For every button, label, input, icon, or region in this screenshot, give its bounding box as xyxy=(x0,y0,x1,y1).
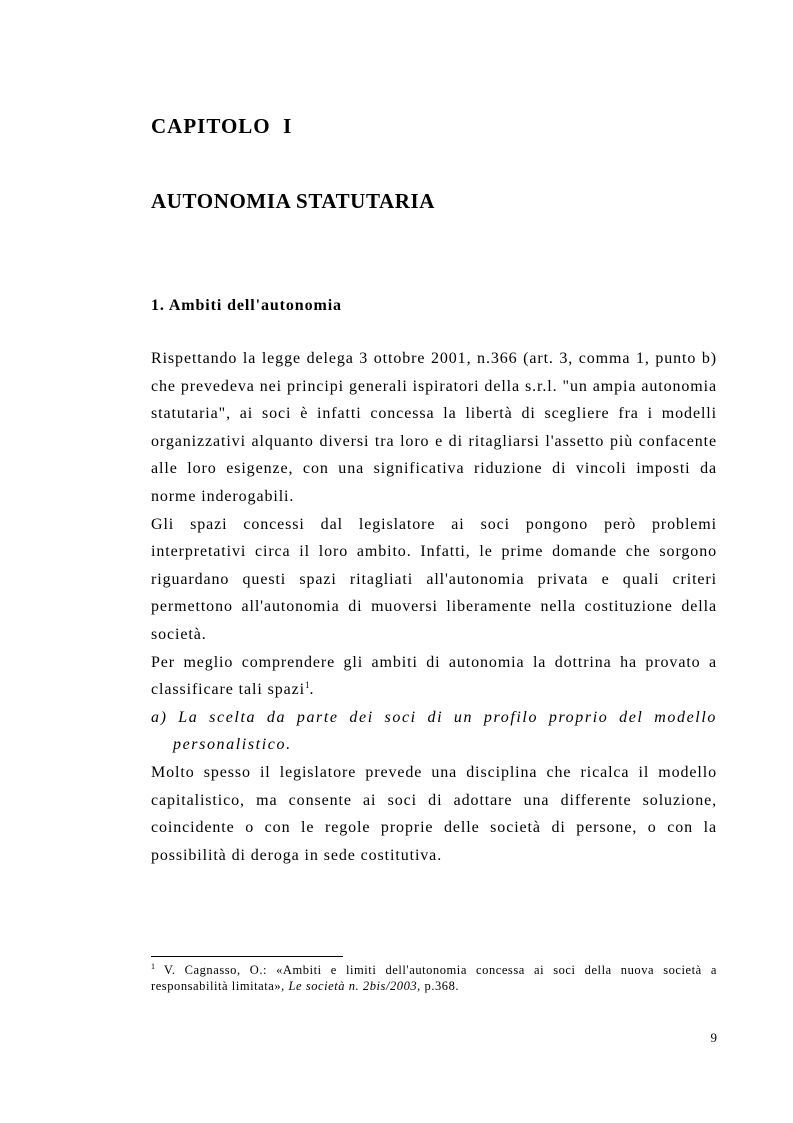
footnote-source: Le società n. 2bis/2003 xyxy=(288,979,418,993)
body-text xyxy=(151,345,717,869)
chapter-subtitle: AUTONOMIA STATUTARIA xyxy=(151,189,436,213)
section-heading: 1. Ambiti dell'autonomia xyxy=(151,297,342,314)
footnote-reference[interactable]: 1 xyxy=(304,680,310,691)
footnote-number: 1 xyxy=(151,962,155,971)
paragraph-4: Molto spesso il legislatore prevede una disciplina che ricalca il modello capitalistico, ma consente ai soci di adottare una differente soluzione, coincidente o con le regole proprie delle società di persone, o con la possibilità di deroga in sede costitutiva. xyxy=(151,763,717,864)
footnote xyxy=(151,962,717,994)
footnote-separator xyxy=(151,956,343,957)
paragraph-3-text: Per meglio comprendere gli ambiti di autonomia la dottrina ha provato a classificare tali spazi xyxy=(151,653,717,699)
paragraph-2: Gli spazi concessi dal legislatore ai soci pongono però problemi interpretativi circa il loro ambito. Infatti, le prime domande che sorgono riguardano questi spazi ritagliati all'autonomia privata e quali criteri permettono all'autonomia di muoversi liberamente nella costituzione della società. xyxy=(151,515,717,643)
paragraph-3-end: . xyxy=(309,681,315,699)
paragraph-3 xyxy=(151,649,717,704)
footnote-text: V. Cagnasso, O.: «Ambiti e limiti dell'autonomia concessa ai soci della nuova società a responsabilità limitata», xyxy=(151,963,717,993)
list-item-a: a) La scelta da parte dei soci di un profilo proprio del modello personalistico. xyxy=(151,708,717,754)
paragraph-1: Rispettando la legge delega 3 ottobre 2001, n.366 (art. 3, comma 1, punto b) che prevedeva nei principi generali ispiratori della s.r.l. "un ampia autonomia statutaria", ai soci è infatti concessa la libertà di scegliere fra i modelli organizzativi alquanto diversi tra loro e di ritagliarsi l'assetto più confacente alle loro esigenze, con una significativa riduzione di vincoli imposti da norme inderogabili. xyxy=(151,350,717,505)
chapter-title: CAPITOLO I xyxy=(151,114,293,138)
page-number: 9 xyxy=(710,1030,717,1045)
footnote-pages: , p.368. xyxy=(417,979,460,993)
